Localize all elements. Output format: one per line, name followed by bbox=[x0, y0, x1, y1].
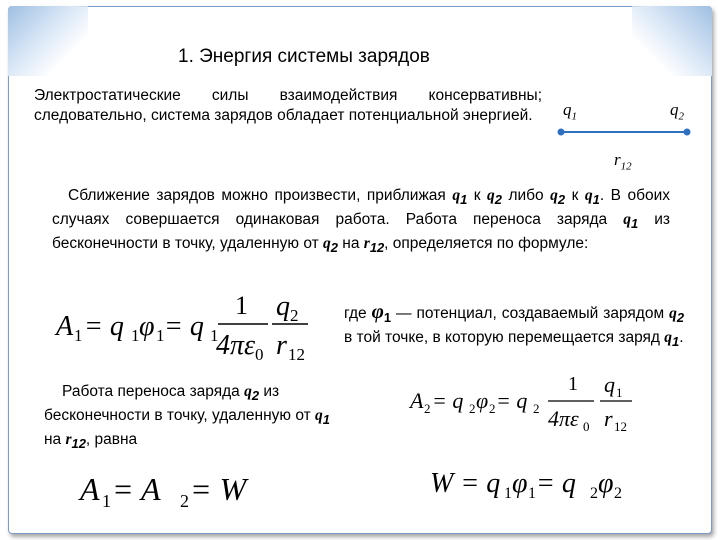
f1-frac-num: 1 bbox=[235, 291, 248, 320]
formula-a1 bbox=[52, 288, 312, 368]
f1-lhs-sub: 1 bbox=[74, 326, 83, 345]
f1-m1-sub: 1 bbox=[131, 326, 140, 345]
slide-title: 1. Энергия системы зарядов bbox=[178, 46, 430, 67]
f2-frac2-num: q bbox=[604, 372, 615, 397]
formula-equal-work bbox=[76, 464, 256, 514]
f3-sub2: 2 bbox=[180, 491, 189, 511]
f2-m1-sub: 2 bbox=[469, 401, 476, 416]
f2-frac2-num-sub: 1 bbox=[616, 385, 623, 400]
f4-ps2: 2 bbox=[614, 485, 622, 502]
f1-frac2-num-sub: 2 bbox=[290, 306, 299, 325]
paragraph-potential: где $\varphi_1$ — потенциал, создаваемый зарядом $q_2$ в той точке, в которую перемещается заряд $q_1$. bbox=[344, 299, 684, 350]
f2-frac-den: 4πε bbox=[548, 406, 579, 431]
corner-decoration-right bbox=[632, 6, 712, 76]
paragraph-approach: Сближение зарядов можно произвести, приближая $q_1$ к $q_2$ либо $q_2$ к $q_1$. В обоих случаях совершается одинаковая работа. Работа переноса заряда $q_1$ из бесконечности в точку, удаленную от $q_2$ на $r_{12}$, определяется по формуле: bbox=[52, 187, 670, 256]
f2-frac-num: 1 bbox=[568, 373, 578, 395]
f2-lhs-sub: 2 bbox=[424, 401, 431, 416]
f2-frac2-den: r bbox=[604, 406, 613, 431]
f2-frac2-den-sub: 12 bbox=[614, 419, 627, 434]
f2-m3-sub: 2 bbox=[533, 401, 540, 416]
f1-m1: = q bbox=[84, 311, 124, 342]
q1-label: $q_1$ bbox=[563, 100, 577, 123]
f1-frac2-den: r bbox=[276, 330, 287, 361]
f2-m3: = q bbox=[496, 388, 528, 413]
f1-m3: = q bbox=[164, 311, 204, 342]
q2-label: $q_2$ bbox=[670, 100, 684, 123]
f3-a1: A bbox=[80, 471, 100, 507]
f4-w: W = q bbox=[430, 468, 501, 499]
f1-frac-den: 4πε bbox=[216, 330, 256, 361]
formula-a2 bbox=[408, 368, 638, 438]
f1-frac-den-sub: 0 bbox=[255, 345, 264, 364]
f3-sub1: 1 bbox=[102, 491, 111, 511]
f1-m2-sub: 1 bbox=[156, 326, 165, 345]
r12-label: $r_{12}$ bbox=[614, 150, 632, 173]
charge-q2-dot bbox=[684, 129, 691, 136]
f4-s1: 1 bbox=[504, 485, 512, 502]
f1-frac2-num: q bbox=[276, 291, 290, 322]
f2-frac-den-sub: 0 bbox=[583, 419, 590, 434]
f4-ps1: 1 bbox=[528, 485, 536, 502]
f1-m2: φ bbox=[139, 311, 155, 342]
formula-energy bbox=[428, 460, 628, 510]
f2-m2-sub: 2 bbox=[489, 401, 496, 416]
f4-phi1: φ bbox=[512, 468, 528, 499]
charge-q1-dot bbox=[558, 129, 565, 136]
f1-lhs: A bbox=[56, 311, 74, 342]
f4-s2: 2 bbox=[590, 485, 598, 502]
f3-mid: = A bbox=[112, 471, 161, 507]
f3-end: = W bbox=[190, 471, 247, 507]
f4-phi2: φ bbox=[598, 468, 614, 499]
paragraph-work-q2: Работа переноса заряда $q_2$ из бесконечности в точку, удаленную от $q_1$ на $r_{12}$, равна bbox=[44, 383, 330, 452]
f2-m1: = q bbox=[432, 388, 464, 413]
f1-m3-sub: 1 bbox=[210, 326, 219, 345]
f2-m2: φ bbox=[476, 388, 489, 413]
charges-diagram bbox=[550, 100, 710, 180]
f4-eq: = q bbox=[536, 468, 576, 499]
f2-lhs: A bbox=[410, 388, 424, 413]
f1-frac2-den-sub: 12 bbox=[288, 345, 305, 364]
intro-text: Электростатические силы взаимодействия консервативны; следовательно, система зарядов обладает потенциальной энергией. bbox=[34, 87, 542, 124]
corner-decoration-left bbox=[8, 6, 88, 76]
